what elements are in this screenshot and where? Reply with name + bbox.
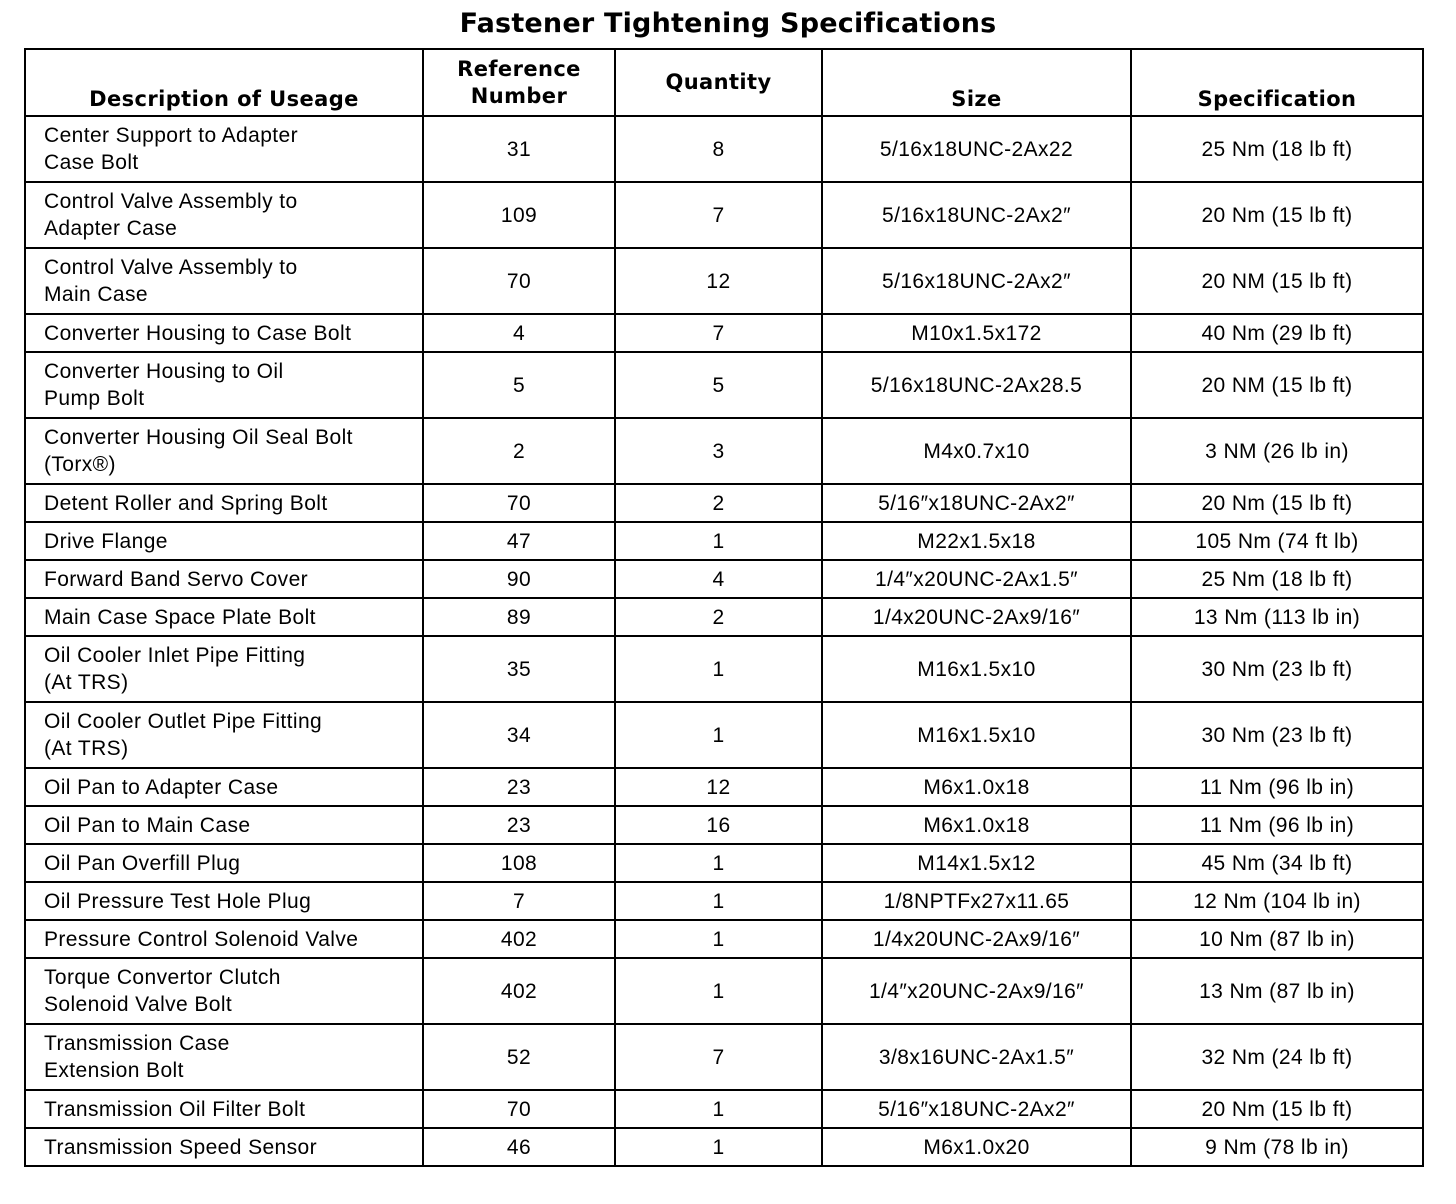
description-cell	[25, 314, 423, 352]
quantity-cell: 1	[615, 920, 822, 958]
specification-cell: 45 Nm (34 lb ft)	[1131, 844, 1423, 882]
size-cell: 5/16″x18UNC-2Ax2″	[822, 484, 1131, 522]
reference-number-cell: 5	[423, 352, 615, 418]
size-cell: 1/4″x20UNC-2Ax1.5″	[822, 560, 1131, 598]
size-cell: 1/4x20UNC-2Ax9/16″	[822, 598, 1131, 636]
reference-number-cell: 108	[423, 844, 615, 882]
table-row	[25, 958, 1423, 1024]
reference-number-cell: 402	[423, 920, 615, 958]
table-row	[25, 116, 1423, 182]
description-line: Forward Band Servo Cover	[44, 567, 309, 591]
quantity-cell: 1	[615, 958, 822, 1024]
description-line: Extension Bolt	[44, 1059, 184, 1082]
description-line: Oil Cooler Outlet Pipe Fitting	[44, 710, 323, 733]
column-header-quantity: Quantity	[615, 49, 822, 116]
specification-cell: 25 Nm (18 lb ft)	[1131, 116, 1423, 182]
table-row	[25, 920, 1423, 958]
description-line: Case Bolt	[44, 151, 139, 174]
description-line: Drive Flange	[44, 529, 168, 553]
specification-cell: 11 Nm (96 lb in)	[1131, 806, 1423, 844]
size-cell: 1/8NPTFx27x11.65	[822, 882, 1131, 920]
specification-cell: 32 Nm (24 lb ft)	[1131, 1024, 1423, 1090]
table-row	[25, 418, 1423, 484]
specification-cell: 20 Nm (15 lb ft)	[1131, 1090, 1423, 1128]
description-cell	[25, 560, 423, 598]
description-cell	[25, 418, 423, 484]
reference-number-cell: 70	[423, 1090, 615, 1128]
description-line: (Torx®)	[44, 453, 116, 476]
description-cell	[25, 484, 423, 522]
description-cell	[25, 806, 423, 844]
reference-number-cell: 47	[423, 522, 615, 560]
specification-cell: 13 Nm (87 lb in)	[1131, 958, 1423, 1024]
specification-cell: 40 Nm (29 lb ft)	[1131, 314, 1423, 352]
description-cell	[25, 920, 423, 958]
quantity-cell: 1	[615, 882, 822, 920]
specification-cell: 20 NM (15 lb ft)	[1131, 352, 1423, 418]
column-header-reference	[423, 49, 615, 116]
reference-number-cell: 46	[423, 1128, 615, 1166]
description-line: Converter Housing to Case Bolt	[44, 321, 352, 345]
size-cell: 5/16x18UNC-2Ax2″	[822, 182, 1131, 248]
specification-cell: 9 Nm (78 lb in)	[1131, 1128, 1423, 1166]
description-line: Oil Pan to Adapter Case	[44, 775, 279, 799]
description-cell	[25, 1128, 423, 1166]
size-cell: M4x0.7x10	[822, 418, 1131, 484]
size-cell: M6x1.0x18	[822, 806, 1131, 844]
description-line: Converter Housing to Oil	[44, 360, 284, 383]
description-cell	[25, 182, 423, 248]
description-line: Control Valve Assembly to	[44, 256, 298, 279]
reference-number-cell: 70	[423, 484, 615, 522]
size-cell: M6x1.0x18	[822, 768, 1131, 806]
size-cell: 1/4″x20UNC-2Ax9/16″	[822, 958, 1131, 1024]
description-line: (At TRS)	[44, 671, 129, 694]
table-row	[25, 806, 1423, 844]
quantity-cell: 1	[615, 702, 822, 768]
reference-number-cell: 31	[423, 116, 615, 182]
column-header-size: Size	[822, 49, 1131, 116]
size-cell: 5/16x18UNC-2Ax22	[822, 116, 1131, 182]
specification-cell: 11 Nm (96 lb in)	[1131, 768, 1423, 806]
description-line: Converter Housing Oil Seal Bolt	[44, 426, 353, 449]
description-line: Transmission Oil Filter Bolt	[44, 1097, 306, 1121]
quantity-cell: 1	[615, 1128, 822, 1166]
table-row	[25, 844, 1423, 882]
size-cell: M22x1.5x18	[822, 522, 1131, 560]
description-line: Oil Pressure Test Hole Plug	[44, 889, 312, 913]
table-row	[25, 484, 1423, 522]
quantity-cell: 7	[615, 1024, 822, 1090]
quantity-cell: 2	[615, 484, 822, 522]
page-title: Fastener Tightening Specifications	[459, 8, 997, 39]
reference-number-cell: 2	[423, 418, 615, 484]
reference-number-cell: 23	[423, 768, 615, 806]
size-cell: 1/4x20UNC-2Ax9/16″	[822, 920, 1131, 958]
specification-cell: 30 Nm (23 lb ft)	[1131, 702, 1423, 768]
description-line: Oil Cooler Inlet Pipe Fitting	[44, 644, 306, 667]
table-row	[25, 1128, 1423, 1166]
description-cell	[25, 1024, 423, 1090]
description-cell	[25, 958, 423, 1024]
description-line: Pump Bolt	[44, 387, 145, 410]
description-cell	[25, 522, 423, 560]
quantity-cell: 7	[615, 182, 822, 248]
specification-cell: 25 Nm (18 lb ft)	[1131, 560, 1423, 598]
size-cell: M6x1.0x20	[822, 1128, 1131, 1166]
specification-cell: 105 Nm (74 ft lb)	[1131, 522, 1423, 560]
fastener-spec-table	[24, 48, 1424, 1167]
size-cell: M16x1.5x10	[822, 636, 1131, 702]
specification-cell: 3 NM (26 lb in)	[1131, 418, 1423, 484]
specification-cell: 12 Nm (104 lb in)	[1131, 882, 1423, 920]
specification-cell: 13 Nm (113 lb in)	[1131, 598, 1423, 636]
description-line: Oil Pan to Main Case	[44, 813, 251, 837]
size-cell: 5/16x18UNC-2Ax2″	[822, 248, 1131, 314]
quantity-cell: 3	[615, 418, 822, 484]
column-header-description: Description of Useage	[25, 49, 423, 116]
table-row	[25, 702, 1423, 768]
specification-cell: 20 Nm (15 lb ft)	[1131, 182, 1423, 248]
description-cell	[25, 882, 423, 920]
quantity-cell: 1	[615, 522, 822, 560]
reference-number-cell: 70	[423, 248, 615, 314]
table-row	[25, 598, 1423, 636]
table-row	[25, 522, 1423, 560]
column-header-reference-line1: Reference	[457, 56, 581, 81]
description-line: Detent Roller and Spring Bolt	[44, 491, 328, 515]
description-cell	[25, 768, 423, 806]
description-line: Oil Pan Overfill Plug	[44, 851, 241, 875]
table-row	[25, 560, 1423, 598]
specification-cell: 30 Nm (23 lb ft)	[1131, 636, 1423, 702]
description-cell	[25, 598, 423, 636]
specification-cell: 10 Nm (87 lb in)	[1131, 920, 1423, 958]
quantity-cell: 8	[615, 116, 822, 182]
quantity-cell: 1	[615, 636, 822, 702]
table-row	[25, 314, 1423, 352]
description-cell	[25, 844, 423, 882]
description-line: Transmission Case	[44, 1032, 230, 1055]
quantity-cell: 1	[615, 1090, 822, 1128]
table-row	[25, 882, 1423, 920]
description-cell	[25, 116, 423, 182]
reference-number-cell: 89	[423, 598, 615, 636]
size-cell: 5/16″x18UNC-2Ax2″	[822, 1090, 1131, 1128]
quantity-cell: 16	[615, 806, 822, 844]
description-line: Adapter Case	[44, 217, 178, 240]
reference-number-cell: 23	[423, 806, 615, 844]
description-line: Transmission Speed Sensor	[44, 1135, 318, 1159]
reference-number-cell: 34	[423, 702, 615, 768]
description-cell	[25, 636, 423, 702]
description-line: (At TRS)	[44, 737, 129, 760]
quantity-cell: 7	[615, 314, 822, 352]
quantity-cell: 4	[615, 560, 822, 598]
description-cell	[25, 352, 423, 418]
table-row	[25, 248, 1423, 314]
description-cell	[25, 702, 423, 768]
reference-number-cell: 35	[423, 636, 615, 702]
description-cell	[25, 248, 423, 314]
specification-cell: 20 NM (15 lb ft)	[1131, 248, 1423, 314]
size-cell: M14x1.5x12	[822, 844, 1131, 882]
reference-number-cell: 402	[423, 958, 615, 1024]
table-row	[25, 768, 1423, 806]
description-line: Pressure Control Solenoid Valve	[44, 927, 359, 951]
specification-cell: 20 Nm (15 lb ft)	[1131, 484, 1423, 522]
description-line: Center Support to Adapter	[44, 124, 298, 147]
size-cell: 3/8x16UNC-2Ax1.5″	[822, 1024, 1131, 1090]
table-header-row	[25, 49, 1423, 116]
quantity-cell: 12	[615, 248, 822, 314]
column-header-specification: Specification	[1131, 49, 1423, 116]
size-cell: M10x1.5x172	[822, 314, 1131, 352]
column-header-reference-line2: Number	[470, 83, 568, 108]
quantity-cell: 12	[615, 768, 822, 806]
quantity-cell: 2	[615, 598, 822, 636]
reference-number-cell: 90	[423, 560, 615, 598]
table-row	[25, 636, 1423, 702]
description-line: Main Case Space Plate Bolt	[44, 605, 316, 629]
description-line: Solenoid Valve Bolt	[44, 993, 233, 1016]
description-line: Control Valve Assembly to	[44, 190, 298, 213]
size-cell: 5/16x18UNC-2Ax28.5	[822, 352, 1131, 418]
description-cell	[25, 1090, 423, 1128]
table-body	[25, 116, 1423, 1166]
table-row	[25, 1024, 1423, 1090]
reference-number-cell: 52	[423, 1024, 615, 1090]
table-row	[25, 352, 1423, 418]
description-line: Main Case	[44, 283, 148, 306]
quantity-cell: 1	[615, 844, 822, 882]
quantity-cell: 5	[615, 352, 822, 418]
table-row	[25, 1090, 1423, 1128]
table-row	[25, 182, 1423, 248]
size-cell: M16x1.5x10	[822, 702, 1131, 768]
reference-number-cell: 109	[423, 182, 615, 248]
reference-number-cell: 7	[423, 882, 615, 920]
reference-number-cell: 4	[423, 314, 615, 352]
description-line: Torque Convertor Clutch	[44, 966, 281, 989]
